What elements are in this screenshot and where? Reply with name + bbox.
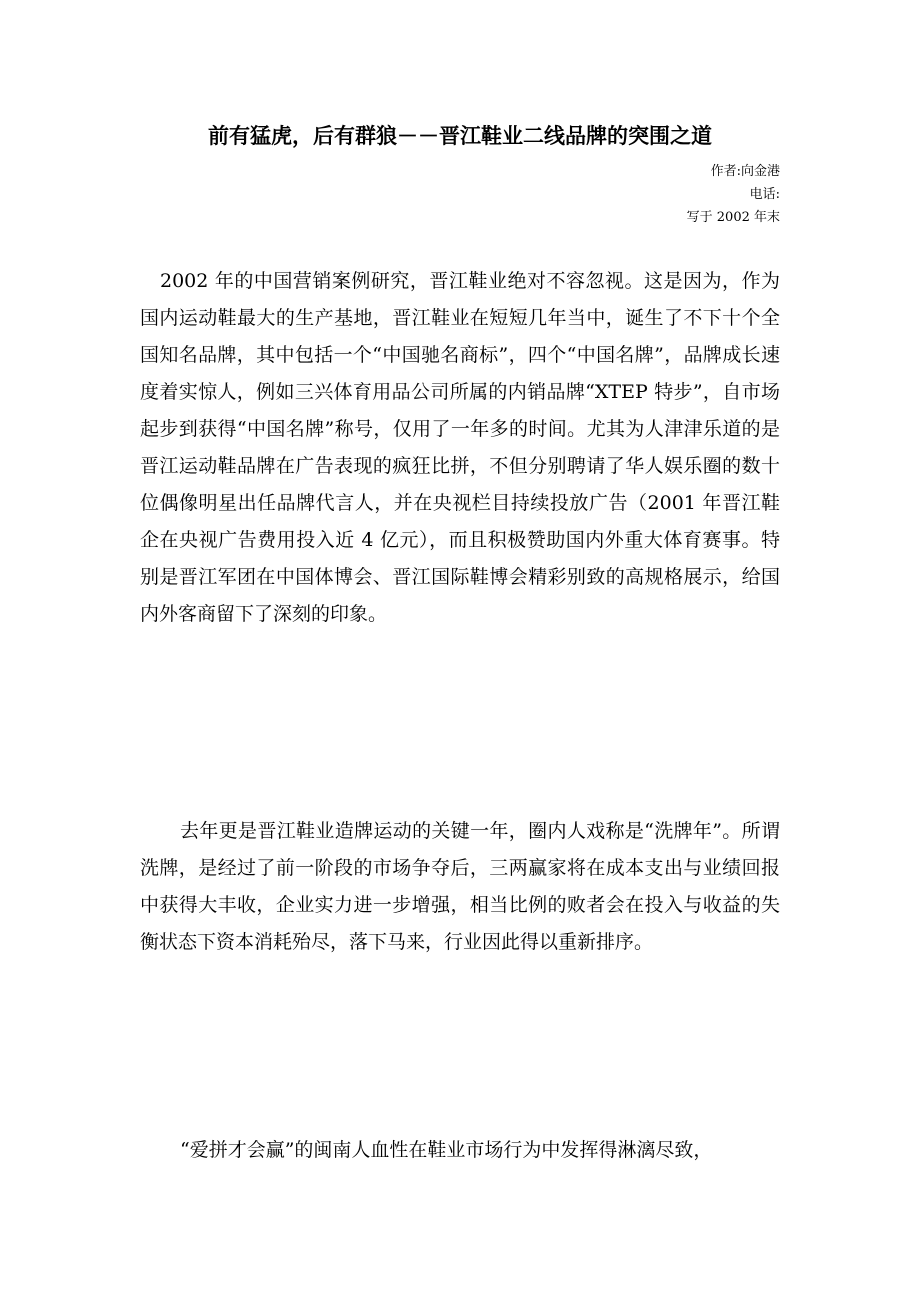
document-title: 前有猛虎，后有群狼－－晋江鞋业二线品牌的突围之道 bbox=[208, 124, 712, 148]
author-info bbox=[687, 160, 780, 229]
paragraph-2: 去年更是晋江鞋业造牌运动的关键一年，圈内人戏称是“洗牌年”。所谓洗牌，是经过了前一阶段的市场争夺后，三两赢家将在成本支出与业绩回报中获得大丰收，企业实力进一步增强，相当比例的败者会在投入与收益的失衡状态下资本消耗殆尽，落下马来，行业因此得以重新排序。 bbox=[140, 820, 780, 953]
paragraph-1: 2002 年的中国营销案例研究，晋江鞋业绝对不容忽视。这是因为，作为国内运动鞋最大的生产基地，晋江鞋业在短短几年当中，诞生了不下十个全国知名品牌，其中包括一个“中国驰名商标”，四个“中国名牌”，品牌成长速度着实惊人，例如三兴体育用品公司所属的内销品牌“XTEP 特步”，自市场起步到获得“中国名牌”称号，仅用了一年多的时间。尤其为人津津乐道的是晋江运动鞋品牌在广告表现的疯狂比拼，不但分别聘请了华人娱乐圈的数十位偶像明星出任品牌代言人，并在央视栏目持续投放广告（2001 年晋江鞋企在央视广告费用投入近 4 亿元），而且积极赞助国内外重大体育赛事。特别是晋江军团在中国体博会、晋江国际鞋博会精彩别致的高规格展示，给国内外客商留下了深刻的印象。 bbox=[140, 270, 780, 625]
paragraph-3: “爱拼才会赢”的闽南人血性在鞋业市场行为中发挥得淋漓尽致， bbox=[180, 1139, 713, 1161]
date-line: 写于 2002 年末 bbox=[686, 210, 780, 225]
phone-line: 电话: bbox=[749, 187, 780, 202]
author-line: 作者:向金港 bbox=[710, 164, 780, 179]
